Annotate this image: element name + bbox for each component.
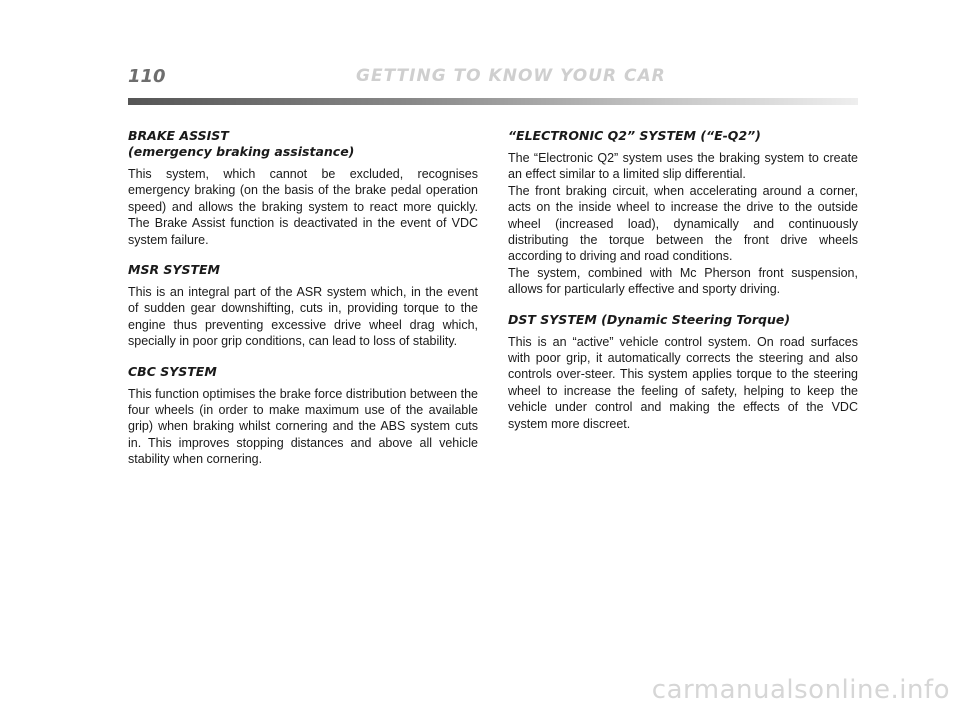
eq2-text-1: The “Electronic Q2” system uses the braking system to create an effect similar to a limited slip differential. xyxy=(508,151,858,182)
eq2-text-3: The system, combined with Mc Pherson front suspension, allows for particularly effective and sporty driving. xyxy=(508,265,858,297)
eq2-heading: “ELECTRONIC Q2” SYSTEM (“E-Q2”) xyxy=(508,128,761,143)
msr-heading: MSR SYSTEM xyxy=(128,262,220,278)
header-rule xyxy=(128,98,858,105)
section-title: GETTING TO KNOW YOUR CAR xyxy=(356,66,666,86)
page-header xyxy=(128,66,868,96)
eq2-text-2: The front braking circuit, when accelerating around a corner, acts on the inside wheel to increase the drive to the outside wheel (increased load), dynamically and continuously distributing the torque between the front drive wheels according to driving and road conditions. xyxy=(508,183,858,264)
eq2-section xyxy=(508,128,858,298)
brake-assist-text: This system, which cannot be excluded, recognises emergency braking (on the basis of the brake pedal operation speed) and allows the braking system to react more quickly. The Brake Assist function is deactivated in the event of VDC system failure. xyxy=(128,167,478,247)
right-column xyxy=(508,128,858,446)
dst-section xyxy=(508,312,858,432)
watermark: carmanualsonline.info xyxy=(651,675,950,705)
brake-assist-heading: BRAKE ASSIST (emergency braking assistance) xyxy=(128,128,355,159)
page-number: 110 xyxy=(128,66,166,87)
msr-section xyxy=(128,262,478,350)
cbc-section xyxy=(128,364,478,468)
cbc-heading: CBC SYSTEM xyxy=(128,363,217,379)
dst-heading: DST SYSTEM (Dynamic Steering Torque) xyxy=(508,311,791,327)
left-column xyxy=(128,128,478,482)
msr-text: This is an integral part of the ASR system which, in the event of sudden gear downshifting, cuts in, providing torque to the engine thus preventing excessive drive wheel drag which, specially in poor grip conditions, can lead to loss of stability. xyxy=(128,285,478,349)
dst-text: This is an “active” vehicle control system. On road surfaces with poor grip, it automatically corrects the steering and also controls over-steer. This system applies torque to the steering wheel to increase the feeling of safety, helping to keep the vehicle under control and making the effects of the VDC system more discreet. xyxy=(508,334,858,431)
cbc-text: This function optimises the brake force distribution between the four wheels (in order to make maximum use of the available grip) when braking whilst cornering and the ABS system cuts in. This improves stopping distances and above all vehicle stability when cornering. xyxy=(128,386,478,467)
brake-assist-section xyxy=(128,128,478,248)
